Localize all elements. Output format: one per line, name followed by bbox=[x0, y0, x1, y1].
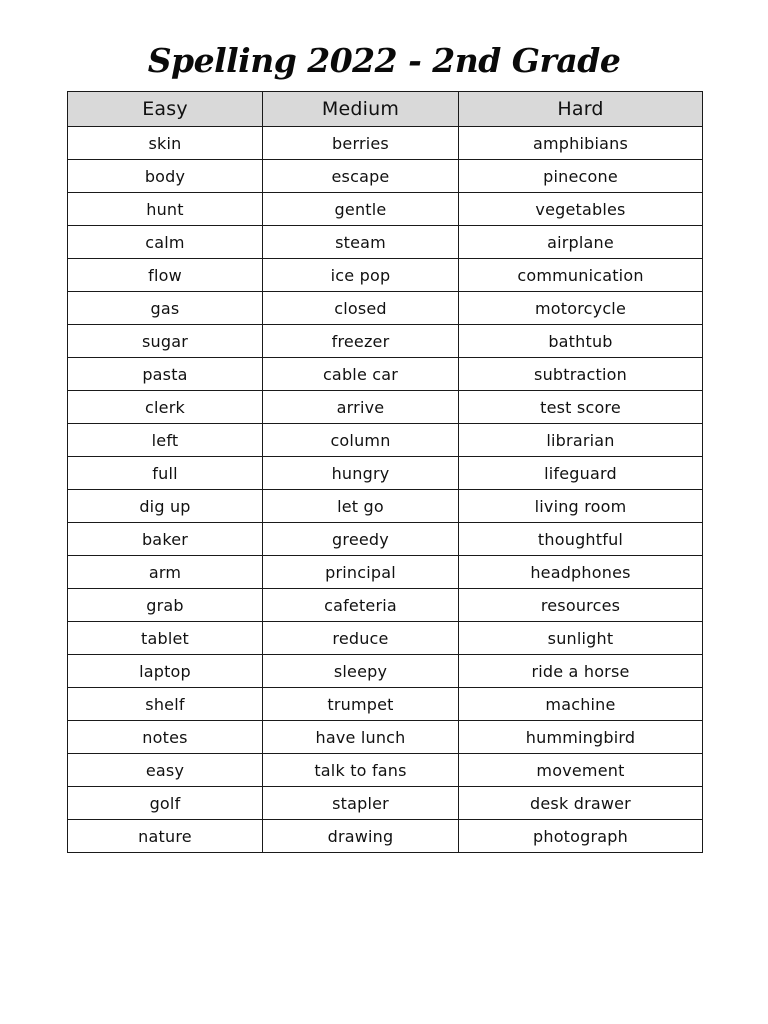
table-header bbox=[68, 92, 703, 127]
word-cell-hard: vegetables bbox=[459, 193, 703, 226]
word-cell-hard: subtraction bbox=[459, 358, 703, 391]
word-cell-hard: hummingbird bbox=[459, 721, 703, 754]
word-cell-easy: arm bbox=[68, 556, 263, 589]
word-cell-easy: laptop bbox=[68, 655, 263, 688]
word-cell-medium: greedy bbox=[263, 523, 459, 556]
word-cell-easy: body bbox=[68, 160, 263, 193]
word-cell-hard: movement bbox=[459, 754, 703, 787]
word-cell-easy: full bbox=[68, 457, 263, 490]
word-cell-medium: reduce bbox=[263, 622, 459, 655]
word-cell-easy: grab bbox=[68, 589, 263, 622]
word-cell-hard: test score bbox=[459, 391, 703, 424]
word-cell-hard: lifeguard bbox=[459, 457, 703, 490]
table-row bbox=[68, 820, 703, 853]
page-title: Spelling 2022 - 2nd Grade bbox=[147, 41, 621, 80]
word-cell-medium: escape bbox=[263, 160, 459, 193]
column-header-hard: Hard bbox=[459, 92, 703, 127]
word-cell-medium: sleepy bbox=[263, 655, 459, 688]
word-cell-hard: living room bbox=[459, 490, 703, 523]
word-cell-medium: berries bbox=[263, 127, 459, 160]
table-row bbox=[68, 226, 703, 259]
word-cell-easy: hunt bbox=[68, 193, 263, 226]
word-cell-hard: sunlight bbox=[459, 622, 703, 655]
word-cell-medium: cafeteria bbox=[263, 589, 459, 622]
table-body bbox=[68, 127, 703, 853]
table-row bbox=[68, 391, 703, 424]
table-row bbox=[68, 754, 703, 787]
word-cell-medium: gentle bbox=[263, 193, 459, 226]
word-cell-medium: steam bbox=[263, 226, 459, 259]
word-cell-medium: stapler bbox=[263, 787, 459, 820]
word-cell-hard: bathtub bbox=[459, 325, 703, 358]
word-cell-easy: sugar bbox=[68, 325, 263, 358]
word-cell-easy: golf bbox=[68, 787, 263, 820]
word-cell-hard: thoughtful bbox=[459, 523, 703, 556]
word-cell-easy: notes bbox=[68, 721, 263, 754]
header-row bbox=[68, 92, 703, 127]
word-cell-medium: have lunch bbox=[263, 721, 459, 754]
word-cell-hard: resources bbox=[459, 589, 703, 622]
word-cell-easy: tablet bbox=[68, 622, 263, 655]
table-row bbox=[68, 424, 703, 457]
word-cell-hard: pinecone bbox=[459, 160, 703, 193]
column-header-easy: Easy bbox=[68, 92, 263, 127]
word-cell-hard: machine bbox=[459, 688, 703, 721]
table-row bbox=[68, 127, 703, 160]
word-cell-hard: airplane bbox=[459, 226, 703, 259]
word-cell-medium: freezer bbox=[263, 325, 459, 358]
word-cell-easy: left bbox=[68, 424, 263, 457]
word-cell-hard: ride a horse bbox=[459, 655, 703, 688]
table-row bbox=[68, 259, 703, 292]
table-row bbox=[68, 589, 703, 622]
word-cell-hard: headphones bbox=[459, 556, 703, 589]
word-cell-hard: photograph bbox=[459, 820, 703, 853]
word-cell-medium: closed bbox=[263, 292, 459, 325]
word-cell-medium: arrive bbox=[263, 391, 459, 424]
word-cell-easy: pasta bbox=[68, 358, 263, 391]
column-header-medium: Medium bbox=[263, 92, 459, 127]
word-cell-easy: easy bbox=[68, 754, 263, 787]
table-row bbox=[68, 325, 703, 358]
word-cell-medium: trumpet bbox=[263, 688, 459, 721]
table-row bbox=[68, 358, 703, 391]
table-row bbox=[68, 457, 703, 490]
word-cell-easy: skin bbox=[68, 127, 263, 160]
word-cell-medium: principal bbox=[263, 556, 459, 589]
word-cell-easy: flow bbox=[68, 259, 263, 292]
table-row bbox=[68, 490, 703, 523]
word-cell-easy: nature bbox=[68, 820, 263, 853]
word-cell-medium: cable car bbox=[263, 358, 459, 391]
word-cell-easy: dig up bbox=[68, 490, 263, 523]
word-cell-easy: baker bbox=[68, 523, 263, 556]
table-row bbox=[68, 523, 703, 556]
word-cell-hard: librarian bbox=[459, 424, 703, 457]
table-row bbox=[68, 787, 703, 820]
table-row bbox=[68, 292, 703, 325]
table-row bbox=[68, 688, 703, 721]
word-cell-easy: calm bbox=[68, 226, 263, 259]
word-cell-medium: drawing bbox=[263, 820, 459, 853]
word-cell-hard: desk drawer bbox=[459, 787, 703, 820]
word-cell-hard: communication bbox=[459, 259, 703, 292]
table-row bbox=[68, 193, 703, 226]
word-cell-hard: amphibians bbox=[459, 127, 703, 160]
word-cell-medium: ice pop bbox=[263, 259, 459, 292]
word-cell-medium: hungry bbox=[263, 457, 459, 490]
table-row bbox=[68, 721, 703, 754]
word-cell-medium: talk to fans bbox=[263, 754, 459, 787]
word-cell-medium: column bbox=[263, 424, 459, 457]
table-row bbox=[68, 622, 703, 655]
table-row bbox=[68, 160, 703, 193]
table-row bbox=[68, 655, 703, 688]
word-cell-easy: clerk bbox=[68, 391, 263, 424]
spelling-table bbox=[67, 91, 703, 853]
word-cell-easy: gas bbox=[68, 292, 263, 325]
word-cell-hard: motorcycle bbox=[459, 292, 703, 325]
table-row bbox=[68, 556, 703, 589]
word-cell-medium: let go bbox=[263, 490, 459, 523]
word-cell-easy: shelf bbox=[68, 688, 263, 721]
